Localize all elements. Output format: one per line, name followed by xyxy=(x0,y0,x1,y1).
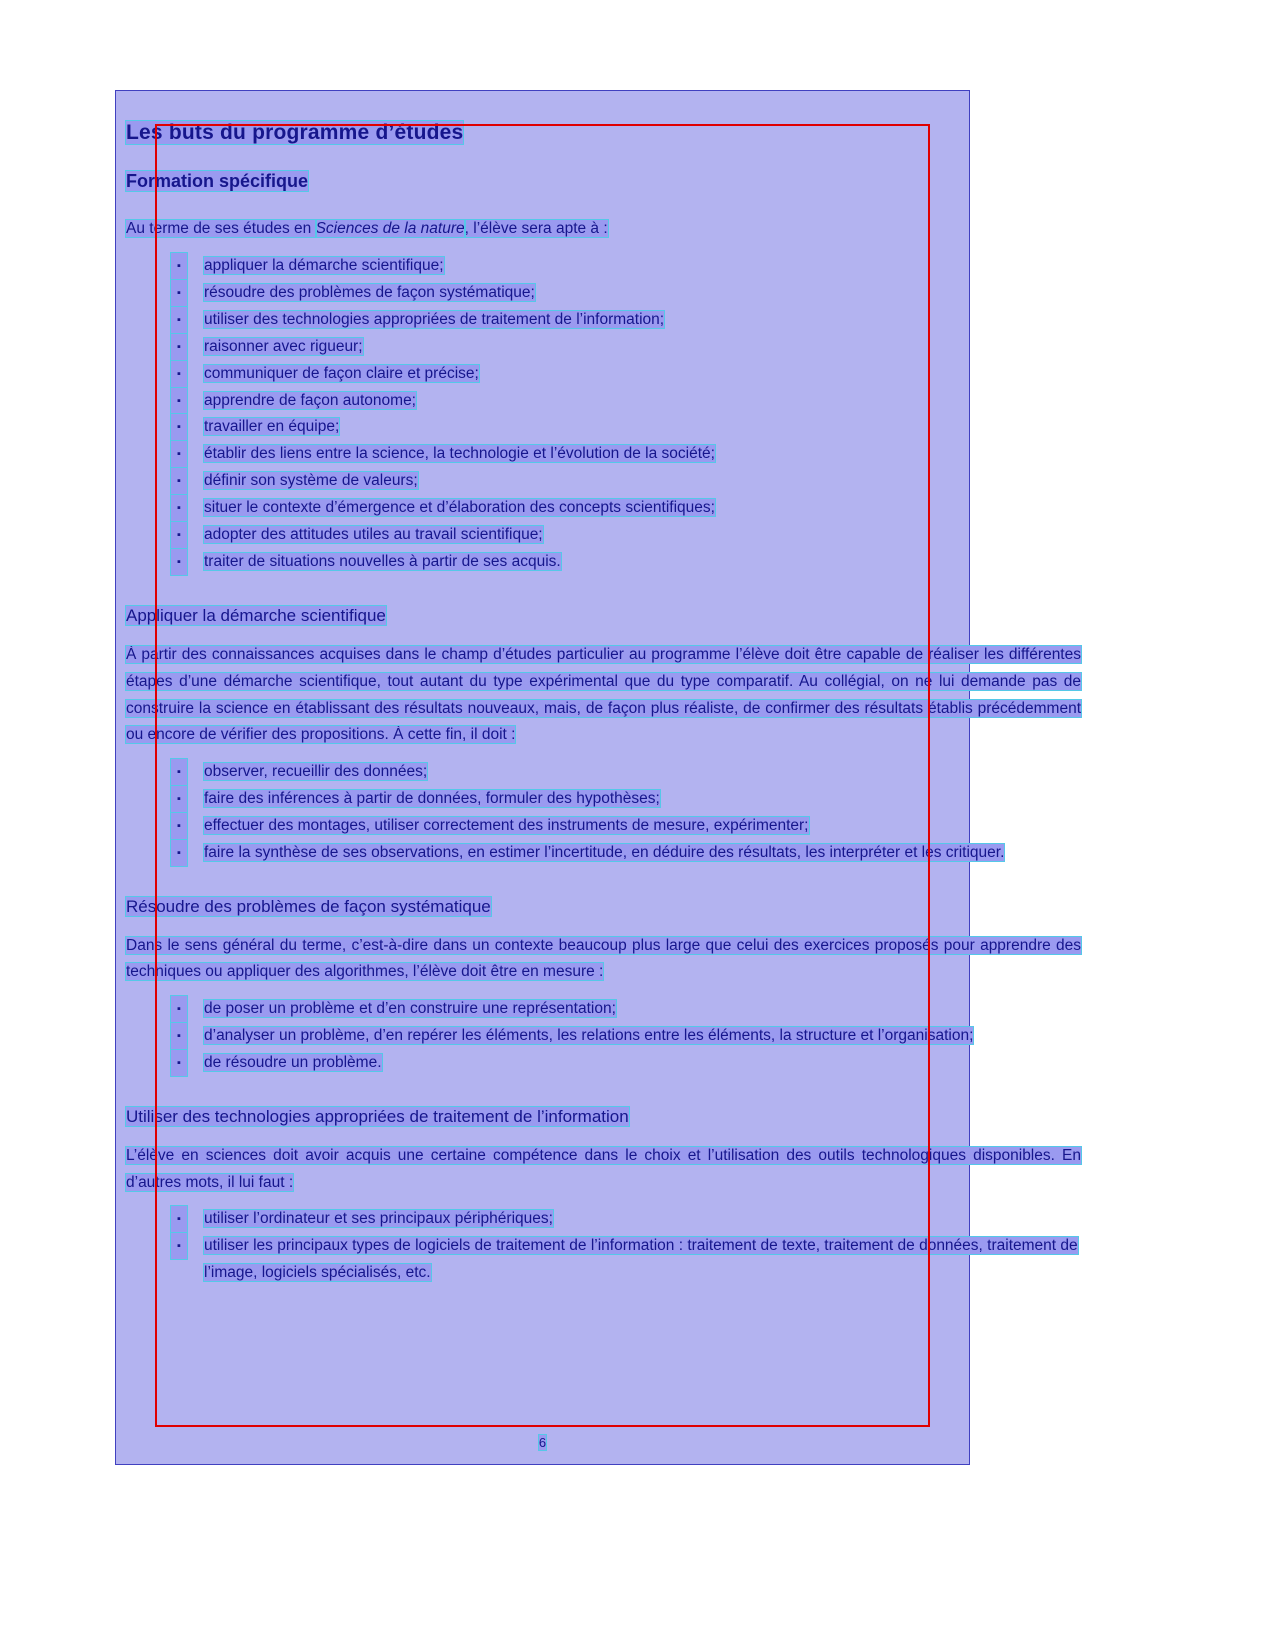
intro-after-text: , l’élève sera apte à : xyxy=(464,220,608,237)
section-heading xyxy=(126,606,1091,626)
bullet-icon: ▪ xyxy=(171,495,187,521)
bullet-icon: ▪ xyxy=(171,840,187,866)
list-item xyxy=(171,840,1091,867)
bullet-icon: ▪ xyxy=(171,759,187,785)
list-item xyxy=(171,813,1091,840)
list-item-text: faire la synthèse de ses observations, en estimer l’incertitude, en déduire des résultats, les interpréter et les critiquer. xyxy=(204,843,1005,861)
document-content xyxy=(126,121,1091,1295)
intro-bullet-list xyxy=(126,253,1091,577)
list-item-text: de résoudre un problème. xyxy=(204,1054,382,1072)
bullet-icon: ▪ xyxy=(171,414,187,440)
section-paragraph xyxy=(126,933,1081,986)
section-subtitle xyxy=(126,171,1091,192)
list-item xyxy=(171,441,1091,468)
intro-italic-text: Sciences de la nature xyxy=(315,220,465,237)
list-item xyxy=(171,1233,1091,1287)
bullet-icon: ▪ xyxy=(171,1023,187,1049)
list-item xyxy=(171,307,1091,334)
list-item-text: utiliser les principaux types de logiciels de traitement de l’information : traitement de texte, traitement de données, traitement de l’image, logiciels spécialisés, etc. xyxy=(204,1237,1078,1282)
bullet-icon: ▪ xyxy=(171,334,187,360)
page-title xyxy=(126,121,1091,145)
list-item-text: observer, recueillir des données; xyxy=(204,762,428,780)
bullet-icon: ▪ xyxy=(171,813,187,839)
list-item-text: appliquer la démarche scientifique; xyxy=(204,256,444,274)
list-item-text: adopter des attitudes utiles au travail scientifique; xyxy=(204,526,543,544)
bullet-icon: ▪ xyxy=(171,522,187,548)
list-item xyxy=(171,280,1091,307)
bullet-icon: ▪ xyxy=(171,468,187,494)
section-paragraph-text: L’élève en sciences doit avoir acquis une certaine compétence dans le choix et l’utilisation des outils technologiques disponibles. En d’autres mots, il lui faut : xyxy=(126,1147,1081,1191)
bullet-icon: ▪ xyxy=(171,307,187,333)
list-item xyxy=(171,1050,1091,1077)
section-paragraph-text: À partir des connaissances acquises dans le champ d’études particulier au programme l’élève doit être capable de réaliser les différentes étapes d’une démarche scientifique, tout autant du type expérimental que du type comparatif. Au collégial, on ne lui demande pas de construire la science en établissant des résultats nouveaux, mais, de façon plus réaliste, de confirmer des résultats établis précédemment ou encore de vérifier des propositions. À cette fin, il doit : xyxy=(126,646,1081,744)
list-item xyxy=(171,334,1091,361)
section-heading xyxy=(126,1107,1091,1127)
section-subtitle-text: Formation spécifique xyxy=(126,171,309,191)
page-number-text: 6 xyxy=(538,1435,547,1450)
list-item-text: faire des inférences à partir de données, formuler des hypothèses; xyxy=(204,789,660,807)
bullet-icon: ▪ xyxy=(171,388,187,414)
section-heading-text: Utiliser des technologies appropriées de traitement de l’information xyxy=(126,1107,629,1126)
list-item-text: effectuer des montages, utiliser correctement des instruments de mesure, expérimenter; xyxy=(204,816,809,834)
section-heading-text: Appliquer la démarche scientifique xyxy=(126,606,386,626)
document-page xyxy=(115,90,1081,1465)
list-item-text: situer le contexte d’émergence et d’élaboration des concepts scientifiques; xyxy=(204,499,715,517)
list-item xyxy=(171,549,1091,576)
list-item-text: apprendre de façon autonome; xyxy=(204,391,416,409)
list-item xyxy=(171,522,1091,549)
section-heading-text: Résoudre des problèmes de façon systématique xyxy=(126,896,491,916)
list-item-text: raisonner avec rigueur; xyxy=(204,337,363,355)
bullet-icon: ▪ xyxy=(171,996,187,1022)
section-bullet-list xyxy=(126,1206,1091,1287)
intro-paragraph xyxy=(126,216,1081,243)
list-item-text: communiquer de façon claire et précise; xyxy=(204,364,479,382)
list-item-text: d’analyser un problème, d’en repérer les éléments, les relations entre les éléments, la structure et l’organisation; xyxy=(204,1027,974,1045)
bullet-icon: ▪ xyxy=(171,1206,187,1232)
list-item-text: utiliser l’ordinateur et ses principaux périphériques; xyxy=(204,1210,553,1228)
list-item xyxy=(171,786,1091,813)
page-title-text: Les buts du programme d’études xyxy=(126,121,464,144)
list-item xyxy=(171,253,1091,280)
section-bullet-list xyxy=(126,759,1091,867)
list-item xyxy=(171,414,1091,441)
intro-before-text: Au terme de ses études en xyxy=(126,220,316,237)
list-item xyxy=(171,759,1091,786)
list-item xyxy=(171,996,1091,1023)
list-item xyxy=(171,388,1091,415)
list-item xyxy=(171,495,1091,522)
list-item-text: résoudre des problèmes de façon systématique; xyxy=(204,283,535,301)
page-number xyxy=(116,1435,969,1450)
bullet-icon: ▪ xyxy=(171,280,187,306)
list-item-text: définir son système de valeurs; xyxy=(204,472,418,490)
list-item xyxy=(171,1023,1091,1050)
section-paragraph-text: Dans le sens général du terme, c’est-à-dire dans un contexte beaucoup plus large que celui des exercices proposés pour apprendre des techniques ou appliquer des algorithmes, l’élève doit être en mesure : xyxy=(126,936,1081,981)
list-item xyxy=(171,361,1091,388)
section-heading xyxy=(126,897,1091,917)
list-item xyxy=(171,1206,1091,1233)
section-paragraph xyxy=(126,1143,1081,1196)
list-item-text: travailler en équipe; xyxy=(204,418,340,436)
list-item-text: utiliser des technologies appropriées de traitement de l’information; xyxy=(204,310,665,328)
list-item-text: traiter de situations nouvelles à partir de ses acquis. xyxy=(204,553,561,571)
list-item-text: établir des liens entre la science, la technologie et l’évolution de la société; xyxy=(204,445,715,463)
bullet-icon: ▪ xyxy=(171,1233,187,1259)
section-paragraph xyxy=(126,642,1081,749)
bullet-icon: ▪ xyxy=(171,549,187,575)
bullet-icon: ▪ xyxy=(171,441,187,467)
list-item-text: de poser un problème et d’en construire une représentation; xyxy=(204,1000,616,1018)
bullet-icon: ▪ xyxy=(171,361,187,387)
bullet-icon: ▪ xyxy=(171,1050,187,1076)
bullet-icon: ▪ xyxy=(171,786,187,812)
section-bullet-list xyxy=(126,996,1091,1077)
list-item xyxy=(171,468,1091,495)
bullet-icon: ▪ xyxy=(171,253,187,279)
